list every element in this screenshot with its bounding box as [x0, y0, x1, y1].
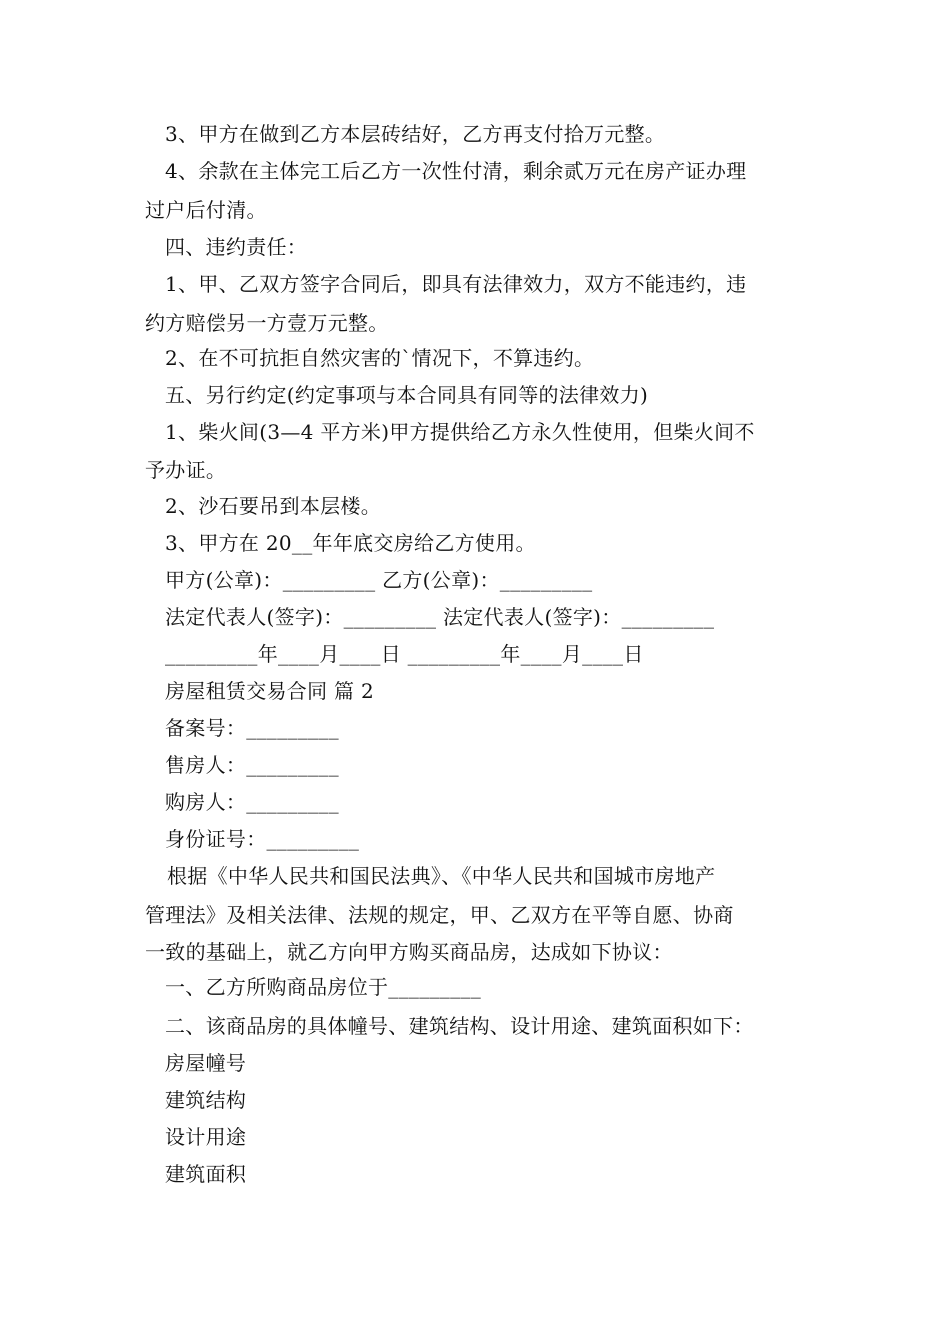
paragraph-line: 一、乙方所购商品房位于_________: [165, 975, 481, 999]
paragraph-line: 二、该商品房的具体幢号、建筑结构、设计用途、建筑面积如下：: [165, 1014, 754, 1038]
list-item: 建筑面积: [165, 1162, 247, 1186]
paragraph-line: 3、甲方在做到乙方本层砖结好，乙方再支付拾万元整。: [165, 122, 666, 146]
paragraph-line: 过户后付清。: [145, 198, 267, 222]
form-field-line: 购房人：_________: [165, 790, 339, 814]
paragraph-line: 2、沙石要吊到本层楼。: [165, 494, 382, 518]
paragraph-line: 4、余款在主体完工后乙方一次性付清，剩余贰万元在房产证办理: [165, 159, 747, 183]
document-title: 房屋租赁交易合同 篇 2: [165, 679, 375, 703]
paragraph-line: 予办证。: [145, 458, 227, 482]
date-line: _________年____月____日 _________年____月____日: [165, 642, 644, 666]
signature-line: 甲方(公章)：_________ 乙方(公章)：_________: [165, 568, 593, 592]
paragraph-line: 1、甲、乙双方签字合同后，即具有法律效力，双方不能违约，违: [165, 272, 747, 296]
paragraph-line: 约方赔偿另一方壹万元整。: [145, 311, 389, 335]
paragraph-line: 根据《中华人民共和国民法典》、《中华人民共和国城市房地产: [167, 864, 716, 888]
paragraph-line: 管理法》及相关法律、法规的规定，甲、乙双方在平等自愿、协商: [145, 903, 734, 927]
form-field-line: 身份证号：_________: [165, 827, 360, 851]
paragraph-line: 2、在不可抗拒自然灾害的`情况下，不算违约。: [165, 346, 595, 370]
form-field-line: 备案号：_________: [165, 716, 339, 740]
form-field-line: 售房人：_________: [165, 753, 339, 777]
list-item: 建筑结构: [165, 1088, 247, 1112]
paragraph-line: 3、甲方在 20__年年底交房给乙方使用。: [165, 531, 536, 555]
paragraph-line: 1、柴火间(3—4 平方米)甲方提供给乙方永久性使用，但柴火间不: [165, 420, 755, 444]
paragraph-line: 一致的基础上，就乙方向甲方购买商品房，达成如下协议：: [145, 940, 673, 964]
section-heading: 五、另行约定(约定事项与本合同具有同等的法律效力): [165, 383, 649, 407]
section-heading: 四、违约责任：: [165, 235, 308, 259]
list-item: 设计用途: [165, 1125, 247, 1149]
signature-line: 法定代表人(签字)：_________ 法定代表人(签字)：_________: [165, 605, 715, 629]
list-item: 房屋幢号: [165, 1051, 247, 1075]
